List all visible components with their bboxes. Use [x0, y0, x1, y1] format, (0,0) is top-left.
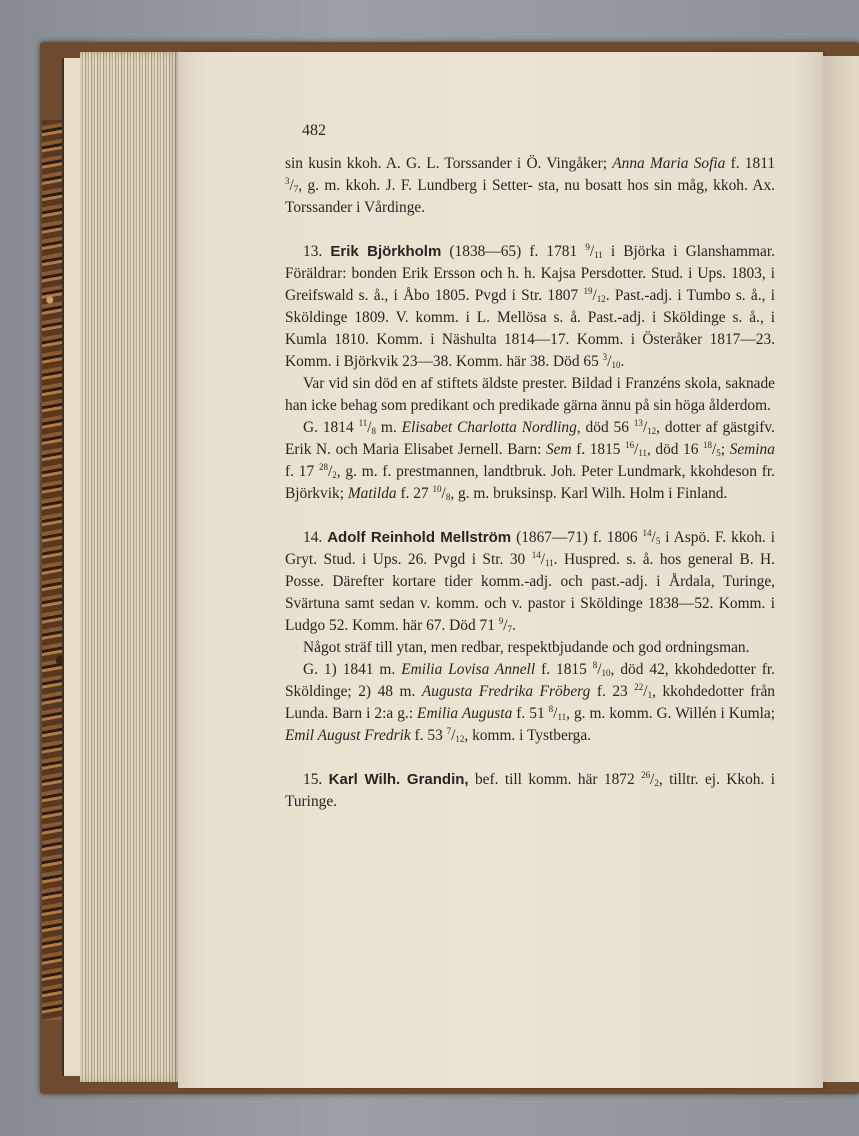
facing-page-edge	[823, 56, 859, 1082]
page-edge-stack	[80, 52, 180, 1082]
page-text	[285, 153, 775, 813]
entry-14: 14. Adolf Reinhold Mellström (1867—71) f. 1806 $^{14}/_5$ i Aspö. F. kkoh. i Gryt. Stud. i Ups. 26. Pvgd i Str. 30 $^{14}/_{11}$. Huspred. s. å. hos general B. H. Posse. Därefter kortare tider komm.-adj. och past.-adj. i Årdala, Turinge, Svärtuna samt sedan v. komm. och v. pastor i Sköldinge 1838—52. Komm. i Ludgo 52. Komm. här 67. Död 71 $^9/_7$.	[285, 528, 775, 634]
entry-15: 15. Karl Wilh. Grandin, bef. till komm. här 1872 $^{26}/_2$, tilltr. ej. Kkoh. i Turinge.	[285, 770, 775, 810]
page-number: 482	[302, 122, 326, 139]
entry-14-family: G. 1) 1841 m. Emilia Lovisa Annell f. 1815 $^8/_{10}$, död 42, kkohdedotter fr. Sköldinge; 2) 48 m. Augusta Fredrika Fröberg f. 23 $^{22}/_1$, kkohdedotter från Lunda. Barn i 2:a g.: Emilia Augusta f. 51 $^8/_{11}$, g. m. komm. G. Willén i Kumla; Emil August Fredrik f. 53 $^7/_{12}$, komm. i Tystberga.	[285, 660, 775, 744]
entry-14-remarks: Något sträf till ytan, men redbar, respektbjudande och god ordningsman.	[303, 639, 750, 656]
intro-paragraph: sin kusin kkoh. A. G. L. Torssander i Ö. Vingåker; Anna Maria Sofia f. 1811 $^3/_7$, g. m. kkoh. J. F. Lundberg i Setter- sta, nu bosatt hos sin måg, kkoh. Ax. Torssander i Vårdinge.	[285, 155, 776, 216]
entry-15-name: Karl Wilh. Grandin,	[328, 771, 469, 788]
entry-13-name: Erik Björkholm	[330, 243, 442, 260]
entry-13-remarks: Var vid sin död en af stiftets äldste prester. Bildad i Franzéns skola, saknade han icke behag som predikant och predikade gärna ännu på sin höga ålderdom.	[285, 375, 775, 414]
entry-13-family: G. 1814 $^{11}/_8$ m. Elisabet Charlotta Nordling, död 56 $^{13}/_{12}$, dotter af gästgifv. Erik N. och Maria Elisabet Jernell. Barn: Sem f. 1815 $^{16}/_{11}$, död 16 $^{18}/_5$; Semina f. 17 $^{28}/_2$, g. m. f. prestmannen, landtbruk. Joh. Peter Lundmark, kkohdeson fr. Björkvik; Matilda f. 27 $^{10}/_8$, g. m. bruksinsp. Karl Wilh. Holm i Finland.	[285, 418, 775, 502]
entry-14-name: Adolf Reinhold Mellström	[327, 529, 512, 546]
entry-13: 13. Erik Björkholm (1838—65) f. 1781 $^9/_{11}$ i Björka i Glanshammar. Föräldrar: bonden Erik Ersson och h. h. Kajsa Persdotter. Stud. i Ups. 1803, i Greifswald s. å., i Åbo 1805. Pvgd i Str. 1807 $^{19}/_{12}$. Past.-adj. i Tumbo s. å., i Sköldinge 1809. V. komm. i L. Mellösa s. å. Past.-adj. i Sköldinge s. å., i Kumla 1810. Komm. i Näshulta 1814—17. Komm. i Österåker 1817—23. Komm. i Björkvik 23—38. Komm. här 38. Död 65 $^3/_{10}$.	[285, 242, 775, 370]
